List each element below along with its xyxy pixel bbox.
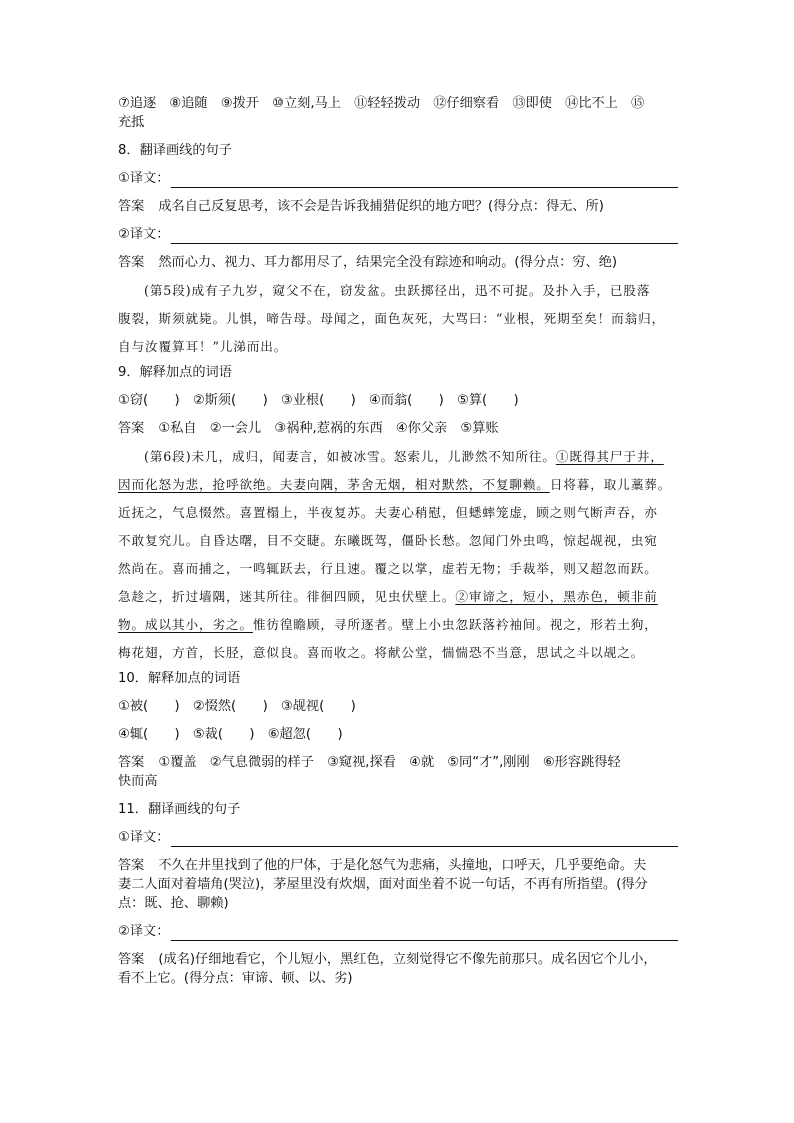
q8-translation-1-blank (171, 173, 678, 188)
underlined-sentence-1-cont: 因而化怒为悲，抢呼欲绝。夫妻向隅，茅舍无烟，相对默然，不复聊赖。 (118, 477, 550, 492)
classical-passage-5 (118, 277, 678, 361)
q8-answer-1 (118, 197, 678, 216)
underlined-sentence-2: ②审谛之，短小，黑赤色，顿非前 (455, 589, 658, 604)
q8-answer-2 (118, 253, 678, 272)
q10-heading: 10．解释加点的词语 (118, 671, 241, 686)
passage-6-text: 日将暮，取儿藁葬。 (549, 477, 672, 492)
q9-answer-text: ①私自 ②一会儿 ③祸种,惹祸的东西 ④你父亲 ⑤算账 (158, 421, 499, 436)
q11-translation-1-blank (171, 832, 678, 847)
q11-answer-1-text: 不久在井里找到了他的尸体，于是化怒气为悲痛，头撞地，口呼天，几乎要绝命。夫 (158, 858, 647, 873)
q8-translation-2-label: ②译文： (118, 227, 170, 242)
passage-5-row: 腹裂，斯须就毙。儿惧，啼告母。母闻之，面色灰死，大骂曰：“业根，死期至矣！而翁归， (118, 311, 666, 326)
q10-answer-line-2: 快而高 (118, 774, 158, 789)
q11-translation-1 (118, 828, 678, 847)
q11-translation-2 (118, 922, 678, 941)
q10-answer (118, 753, 678, 791)
answer-tag: 答案 (118, 755, 145, 770)
q8-translation-2-blank (171, 229, 678, 244)
answer-tag: 答案 (118, 421, 145, 436)
q11-answer-1-line-3: 点：既、抢、聊赖) (118, 896, 229, 911)
classical-passage-6 (118, 443, 678, 667)
q8-answer-2-text: 然而心力、视力、耳力都用尽了，结果完全没有踪迹和响动。(得分点：穷、绝) (158, 255, 618, 270)
q9-answer (118, 419, 678, 438)
q9-heading: 9．解释加点的词语 (118, 365, 232, 380)
passage-6-row: 不敢复究儿。自昏达曙，目不交睫。东曦既驾，僵卧长愁。忽闻门外虫鸣，惊起觇视，虫宛 (118, 533, 658, 548)
q10-answer-line-1 (118, 753, 678, 772)
q11-translation-1-label: ①译文： (118, 830, 170, 845)
passage-6-text: (第6段)未几，成归，闻妻言，如被冰雪。怒索儿，儿渺然不知所往。 (144, 449, 556, 464)
q11-translation-2-label: ②译文： (118, 924, 170, 939)
q11-answer-1 (118, 856, 678, 913)
passage-6-row: 梅花翅，方首，长胫，意似良。喜而收之。将献公堂，惴惴恐不当意，思试之斗以觇之。 (118, 645, 645, 660)
q8-translation-2 (118, 225, 678, 244)
answer-tag: 答案 (118, 858, 145, 873)
top-answer-line-2: 充抵 (118, 115, 145, 130)
q10-items-1: ①被( ) ②惙然( ) ③觇视( ) (118, 699, 356, 714)
q10-items-2: ④辄( ) ⑤裁( ) ⑥超忽( ) (118, 727, 343, 742)
q11-answer-1-line-1 (118, 856, 678, 875)
passage-6-row (118, 471, 678, 499)
q11-answer-2-text: (成名)仔细地看它，个儿短小，黑红色，立刻觉得它不像先前那只。成名因它个儿小， (158, 952, 657, 967)
answer-tag: 答案 (118, 199, 145, 214)
q11-heading: 11．翻译画线的句子 (118, 802, 241, 817)
q8-translation-1 (118, 169, 678, 188)
q11-translation-2-blank (171, 926, 678, 941)
passage-5-row: 自与汝覆算耳！”儿涕而出。 (118, 339, 288, 354)
answer-tag: 答案 (118, 255, 145, 270)
q11-answer-2-line-2: 看不上它。(得分点：审谛、顿、以、劣) (118, 971, 353, 986)
underlined-sentence-2-cont: 物。成以其小，劣之。 (118, 617, 253, 632)
q11-answer-2-line-1 (118, 950, 678, 969)
passage-6-row: 然尚在。喜而捕之，一鸣辄跃去，行且速。覆之以掌，虚若无物；手裁举，则又超忽而跃。 (118, 561, 658, 576)
passage-6-row (118, 611, 678, 639)
passage-6-text: 急趁之，折过墙隅，迷其所往。徘徊四顾，见虫伏壁上。 (118, 589, 456, 604)
top-answer (118, 94, 678, 132)
document-page (118, 94, 678, 997)
passage-6-row: 近抚之，气息惙然。喜置榻上，半夜复苏。夫妻心稍慰，但蟋蟀笼虚，顾之则气断声吞，亦 (118, 505, 658, 520)
passage-5-row: (第5段)成有子九岁，窥父不在，窃发盆。虫跃掷径出，迅不可捉。及扑入手，已股落 (144, 283, 651, 298)
passage-6-row (118, 583, 678, 611)
q10-answer-text: ①覆盖 ②气息微弱的样子 ③窥视,探看 ④就 ⑤同“才”,刚刚 ⑥形容跳得轻 (158, 755, 621, 770)
answer-tag: 答案 (118, 952, 145, 967)
passage-6-row (118, 443, 678, 471)
q8-translation-1-label: ①译文： (118, 171, 170, 186)
passage-6-text: 惟彷徨瞻顾，寻所逐者。壁上小虫忽跃落衿袖间。视之，形若土狗， (252, 617, 658, 632)
q11-answer-1-line-2: 妻二人面对着墙角(哭泣)，茅屋里没有炊烟，面对面坐着不说一句话，不再有所指望。(得分 (118, 877, 648, 892)
q8-heading: 8．翻译画线的句子 (118, 143, 232, 158)
q11-answer-2 (118, 950, 678, 988)
q9-items: ①窃( ) ②斯须( ) ③业根( ) ④而翁( ) ⑤算( ) (118, 393, 519, 408)
q8-answer-1-text: 成名自己反复思考，该不会是告诉我捕猎促织的地方吧？(得分点：得无、所) (158, 199, 604, 214)
underlined-sentence-1: ①既得其尸于井， (555, 449, 664, 464)
top-answer-line-1: ⑦追逐 ⑧追随 ⑨拨开 ⑩立刻,马上 ⑪轻轻拨动 ⑫仔细察看 ⑬即使 ⑭比不上 ⑮ (118, 96, 645, 111)
